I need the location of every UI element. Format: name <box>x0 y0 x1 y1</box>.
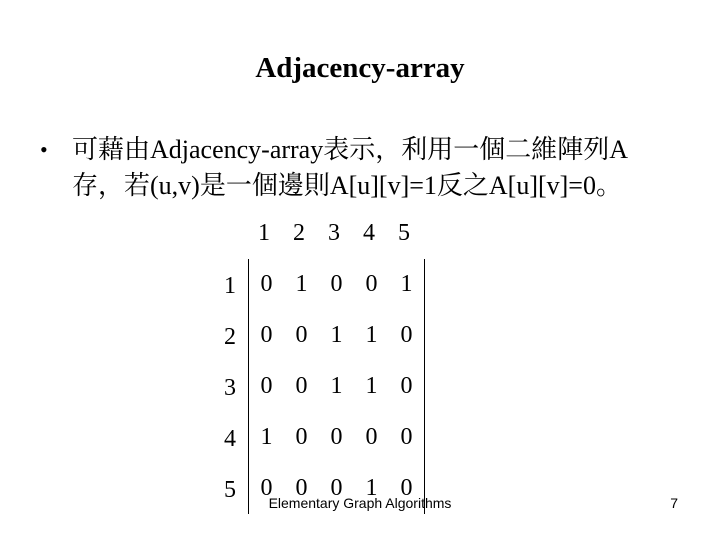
row-label: 5 <box>224 477 236 503</box>
matrix-cell: 0 <box>295 475 308 501</box>
row-label: 2 <box>224 324 236 350</box>
matrix-cell: 0 <box>330 271 343 297</box>
slide-title: Adjacency-array <box>255 52 465 84</box>
row-label: 1 <box>224 273 236 299</box>
matrix-cell: 0 <box>365 424 378 450</box>
matrix-cell: 0 <box>330 475 343 501</box>
page-number: 7 <box>670 495 678 511</box>
matrix-cell: 1 <box>365 322 378 348</box>
matrix-cell: 0 <box>400 373 413 399</box>
matrix-cell: 0 <box>295 322 308 348</box>
matrix-cell: 0 <box>400 424 413 450</box>
adjacency-matrix <box>248 259 425 514</box>
bullet-line: 存，若(u,v)是一個邊則A[u][v]=1反之A[u][v]=0。 <box>72 171 622 200</box>
column-header: 2 <box>293 220 305 246</box>
matrix-cell: 0 <box>330 424 343 450</box>
matrix-cell: 1 <box>365 373 378 399</box>
matrix-cell: 0 <box>295 424 308 450</box>
matrix-cell: 0 <box>260 373 273 399</box>
matrix-cell: 1 <box>260 424 273 450</box>
matrix-cell: 0 <box>260 475 273 501</box>
matrix-cell: 0 <box>365 271 378 297</box>
bullet-icon: • <box>40 137 48 162</box>
column-header: 4 <box>363 220 375 246</box>
matrix-cell: 1 <box>400 271 413 297</box>
matrix-cell: 1 <box>330 322 343 348</box>
matrix-cell: 1 <box>330 373 343 399</box>
column-header: 3 <box>328 220 340 246</box>
matrix-cell: 0 <box>400 475 413 501</box>
column-header: 5 <box>398 220 410 246</box>
matrix-column-headers <box>0 220 720 254</box>
row-label: 4 <box>224 426 236 452</box>
footer-text: Elementary Graph Algorithms <box>268 495 452 511</box>
bullet-line: 可藉由Adjacency-array表示，利用一個二維陣列A <box>72 135 628 164</box>
matrix-cell: 0 <box>295 373 308 399</box>
matrix-cell: 0 <box>260 322 273 348</box>
bullet-text <box>72 132 702 204</box>
matrix-cell: 0 <box>400 322 413 348</box>
matrix-cell: 1 <box>295 271 308 297</box>
row-label: 3 <box>224 375 236 401</box>
matrix-cell: 1 <box>365 475 378 501</box>
column-header: 1 <box>258 220 270 246</box>
matrix-cell: 0 <box>260 271 273 297</box>
